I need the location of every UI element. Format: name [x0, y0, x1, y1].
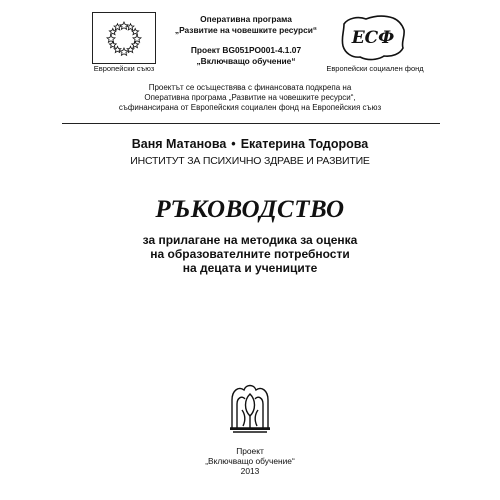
institute-emblem-icon: [227, 380, 273, 438]
divider-line: [62, 123, 440, 124]
funding-line-2: Оперативна програма „Развитие на човешките ресурси“,: [144, 93, 356, 102]
project-code: Проект BG051PO001-4.1.07: [190, 45, 302, 55]
document-subtitle: [60, 233, 440, 275]
footer: [150, 446, 350, 476]
funding-line-3: съфинансирана от Европейския социален фонд на Европейския съюз: [118, 103, 382, 112]
esf-map-logo-icon: [338, 10, 408, 66]
document-title: РЪКОВОДСТВО: [155, 196, 345, 223]
program-line-1: Оперативна програма: [200, 14, 292, 24]
esf-logo-text: ЕСФ: [351, 28, 395, 48]
footer-line-2: „Включващо обучение“: [205, 456, 295, 466]
eu-flag-icon: [92, 12, 156, 64]
eu-caption: Европейски съюз: [93, 64, 155, 73]
subtitle-line-3: на децата и учениците: [182, 261, 318, 275]
project-name: „Включващо обучение“: [196, 56, 296, 66]
authors: [60, 137, 440, 151]
esf-caption: Европейски социален фонд: [326, 64, 424, 73]
institute-name: ИНСТИТУТ ЗА ПСИХИЧНО ЗДРАВЕ И РАЗВИТИЕ: [130, 155, 370, 167]
author-2: Екатерина Тодорова: [240, 137, 369, 151]
funding-note: [60, 83, 440, 113]
program-block: [166, 14, 326, 67]
funding-line-1: Проектът се осъществява с финансовата подкрепа на: [148, 83, 352, 92]
footer-line-1: Проект: [236, 446, 264, 456]
footer-year: 2013: [240, 466, 260, 476]
author-1: Ваня Матанова: [131, 137, 227, 151]
author-separator: •: [231, 137, 236, 151]
subtitle-line-1: за прилагане на методика за оценка: [142, 233, 358, 247]
program-line-2: „Развитие на човешките ресурси“: [174, 25, 318, 35]
subtitle-line-2: на образователните потребности: [150, 247, 350, 261]
